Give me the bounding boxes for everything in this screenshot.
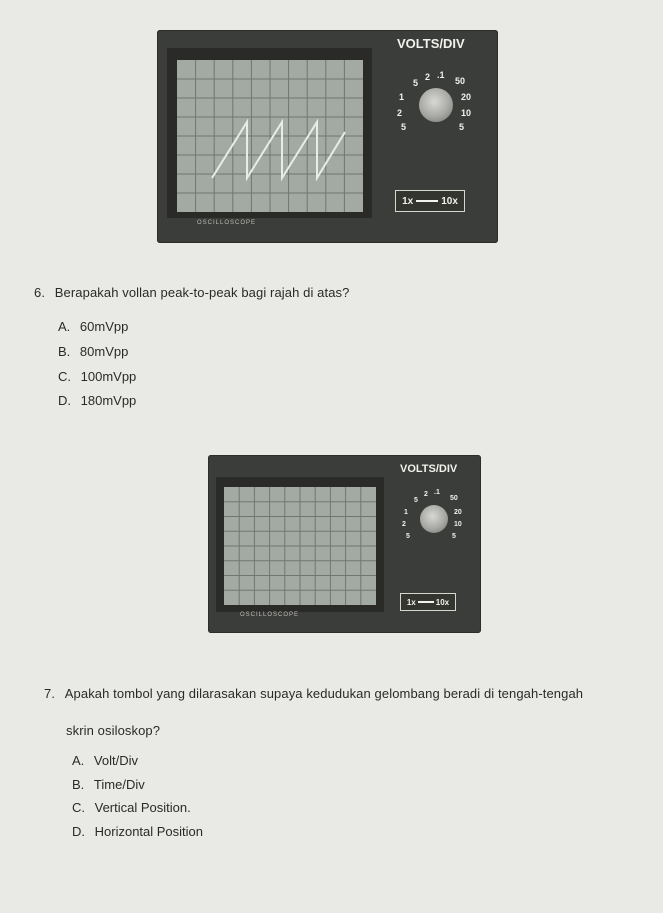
dial-mark: 20 (461, 92, 472, 102)
question-text-line-1: Apakah tombol yang dilarasakan supaya kedudukan gelombang beradi di tengah-tengah (64, 686, 584, 701)
dial-mark: 2 (397, 108, 403, 118)
oscilloscope-figure-1 (157, 30, 498, 243)
volts-div-label: VOLTS/DIV (400, 463, 458, 475)
dial-mark: .1 (437, 70, 445, 80)
option-text: 180mVpp (80, 393, 137, 408)
option-text: 100mVpp (80, 369, 137, 384)
volts-div-dial-scale (387, 64, 487, 144)
option-letter: A. (72, 753, 85, 768)
option-letter: D. (72, 824, 85, 839)
question-number: 7. (44, 686, 56, 701)
option-text: Vertical Position. (94, 800, 191, 815)
dial-mark: 5 (413, 78, 419, 88)
option-c (58, 369, 136, 384)
dial-mark: 5 (452, 533, 456, 540)
option-letter: B. (72, 777, 85, 792)
oscilloscope-figure-2 (208, 455, 481, 633)
dial-mark: 10 (454, 521, 462, 528)
option-letter: A. (58, 319, 71, 334)
probe-switch[interactable] (395, 190, 465, 212)
dial-mark: 5 (414, 497, 418, 504)
question-7-continued (66, 723, 160, 738)
dial-mark: 50 (455, 76, 466, 86)
option-letter: B. (58, 344, 71, 359)
option-c (72, 800, 191, 815)
question-number: 6. (34, 285, 46, 300)
dial-mark: 2 (402, 521, 406, 528)
dial-mark: .1 (434, 489, 440, 496)
brand-text: OSCILLOSCOPE (197, 220, 257, 226)
dial-mark: 5 (459, 122, 465, 132)
option-a (72, 753, 138, 768)
option-text: Volt/Div (93, 753, 138, 768)
option-b (58, 344, 128, 359)
dial-mark: 1 (399, 92, 405, 102)
option-a (58, 319, 128, 334)
probe-10x-label: 10x (435, 597, 450, 607)
option-letter: C. (72, 800, 85, 815)
dial-mark: 1 (404, 509, 408, 516)
dial-mark: 20 (454, 509, 462, 516)
probe-slider-icon (418, 601, 434, 603)
option-b (72, 777, 145, 792)
dial-mark: 5 (406, 533, 410, 540)
option-d (72, 824, 203, 839)
volts-div-label: VOLTS/DIV (397, 36, 465, 51)
question-text-line-2: skrin osiloskop? (66, 723, 161, 738)
dial-mark: 2 (424, 491, 428, 498)
dial-mark: 5 (401, 122, 407, 132)
option-text: Horizontal Position (94, 824, 204, 839)
question-text: Berapakah vollan peak-to-peak bagi rajah di atas? (54, 285, 350, 300)
question-7 (44, 686, 583, 701)
probe-slider-icon (416, 200, 438, 202)
option-text: Time/Div (93, 777, 145, 792)
probe-1x-label: 1x (402, 195, 414, 207)
brand-text: OSCILLOSCOPE (240, 612, 300, 618)
dial-mark: 50 (450, 495, 458, 502)
option-text: 60mVpp (79, 319, 129, 334)
volts-div-dial-scale (394, 485, 474, 551)
option-text: 80mVpp (79, 344, 129, 359)
question-6 (34, 285, 349, 300)
probe-10x-label: 10x (441, 195, 458, 207)
dial-mark: 2 (425, 72, 431, 82)
oscilloscope-screen (177, 60, 363, 212)
option-d (58, 393, 136, 408)
option-letter: C. (58, 369, 71, 384)
oscilloscope-screen (224, 487, 376, 605)
option-letter: D. (58, 393, 71, 408)
probe-1x-label: 1x (406, 597, 416, 607)
dial-mark: 10 (461, 108, 472, 118)
probe-switch[interactable] (400, 593, 456, 611)
